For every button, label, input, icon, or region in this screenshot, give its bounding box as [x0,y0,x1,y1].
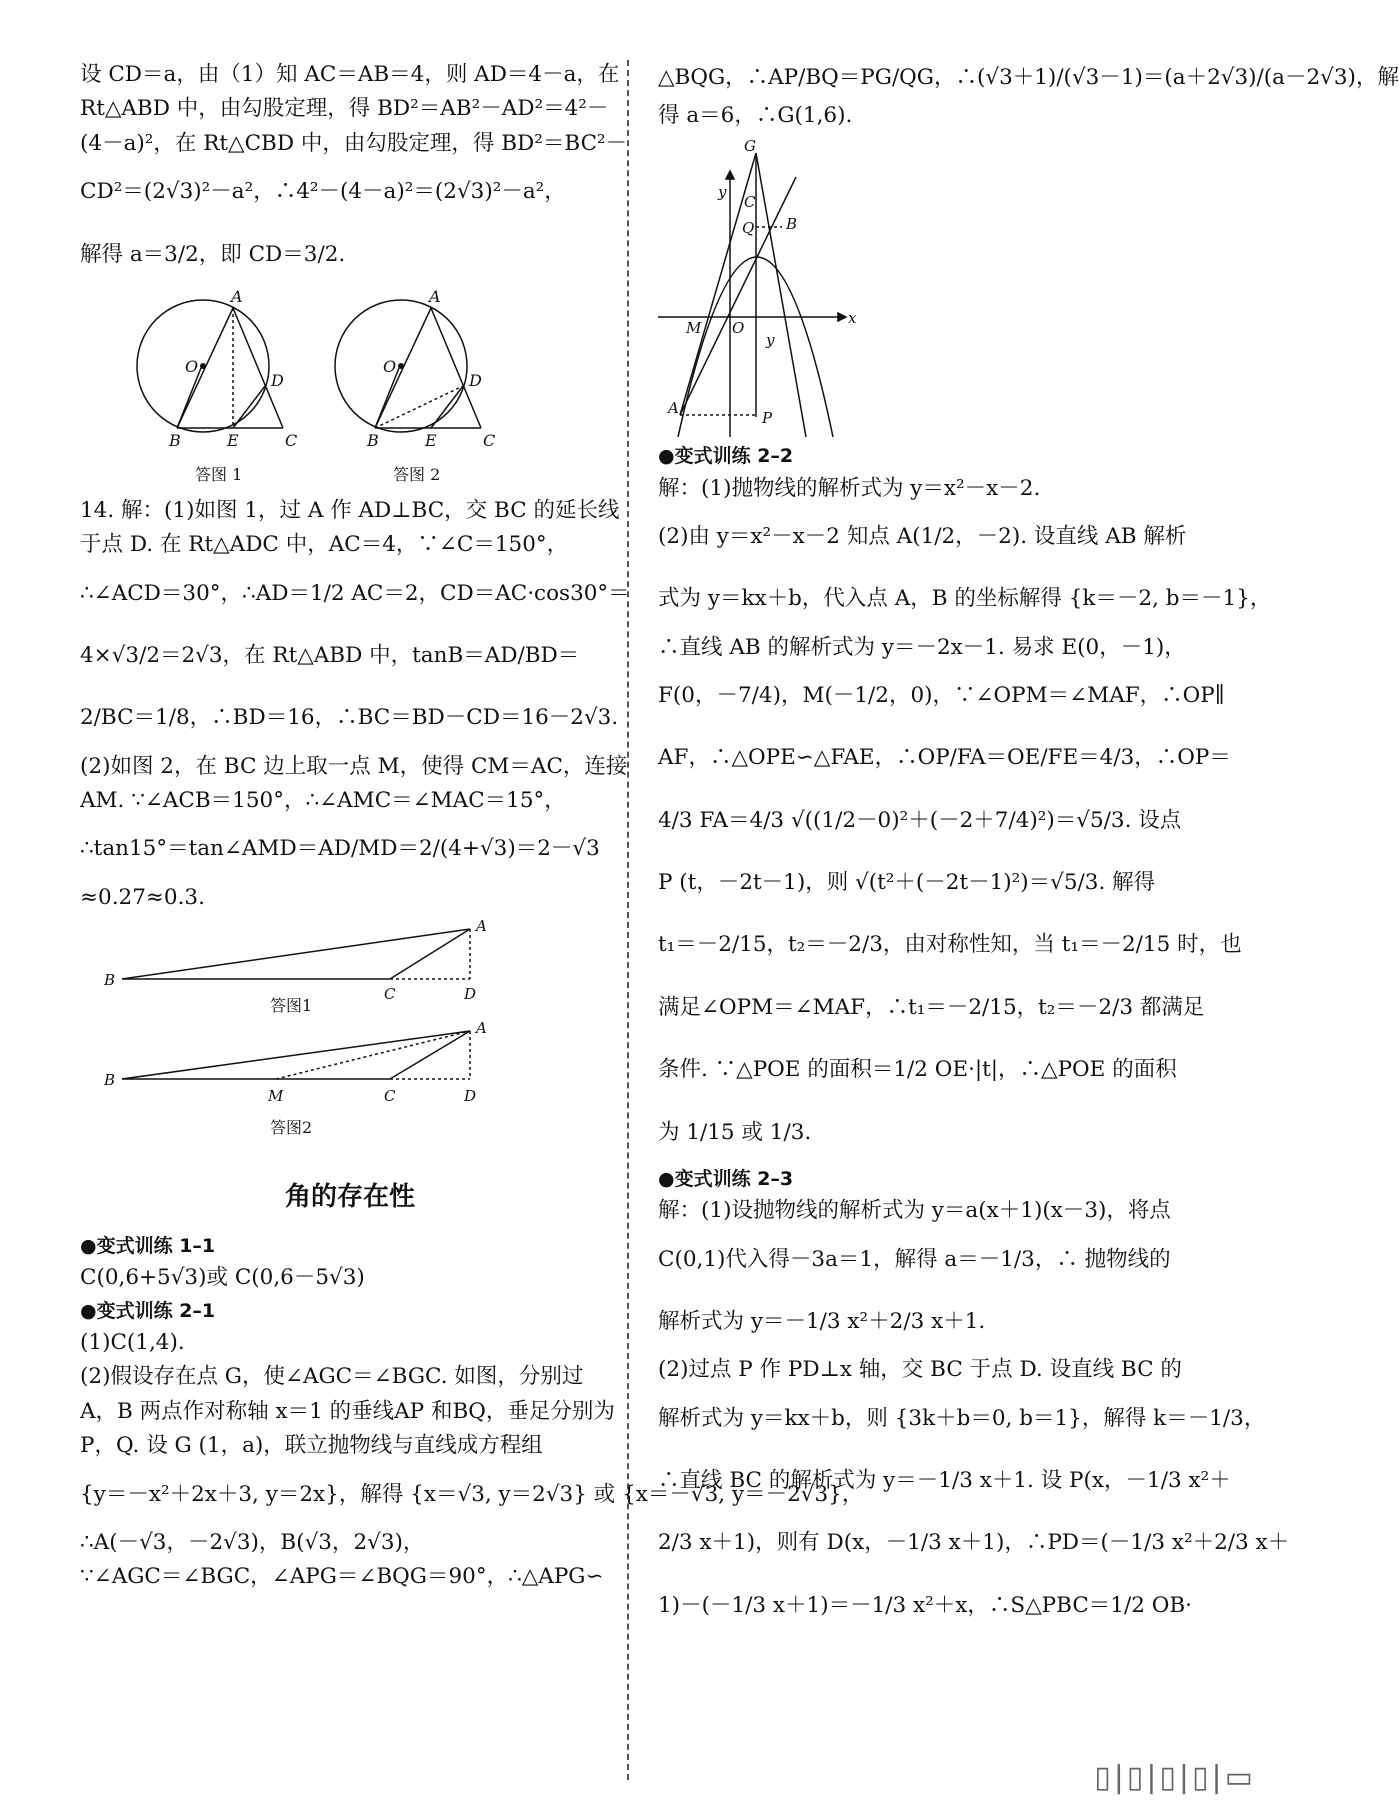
label-x: x [848,309,857,328]
figure-caption: 答图2 [270,1118,313,1138]
text-line: P，Q. 设 G (1，a)，联立抛物线与直线成方程组 [80,1433,543,1459]
text-line: 2/3 x＋1)，则有 D(x，－1/3 x＋1)，∴PD＝(－1/3 x²＋2/3 x＋ [658,1530,1290,1556]
label-D: D [271,370,284,390]
text-line: 解：(1)设抛物线的解析式为 y＝a(x＋1)(x－3)，将点 [658,1198,1171,1224]
label-C: C [384,985,396,1004]
text-line: 14. 解：(1)如图 1，过 A 作 AD⊥BC，交 BC 的延长线 [80,497,620,523]
solution-13-end [80,58,628,286]
exercise-title-1-1: ●变式训练 1–1 [80,1234,216,1257]
right-column [658,58,1399,1637]
circle-figure-1 [137,300,283,432]
label-G: G [744,137,756,156]
label-y-lower: y [766,331,775,350]
label-B: B [786,215,798,234]
exercise-2-3 [658,1194,1290,1637]
label-D: D [469,370,482,390]
label-M: M [686,319,702,338]
text-line: 满足∠OPM＝∠MAF，∴t₁＝－2/15，t₂＝－2/3 都满足 [658,994,1205,1020]
column-divider [627,60,629,1780]
text-line: (2)由 y＝x²－x－2 知点 A(1/2，－2). 设直线 AB 解析 [658,524,1187,550]
text-line: {y＝－x²＋2x＋3, y＝2x}，解得 {x＝√3, y＝2√3} 或 {x＝－√3, y＝－2√3}， [80,1481,864,1507]
text-line: (4－a)²，在 Rt△CBD 中，由勾股定理，得 BD²＝BC²－ [80,130,628,156]
figure-caption: 答图1 [270,996,313,1016]
text-line: P (t，－2t－1)，则 √(t²＋(－2t－1)²)＝√5/3. 解得 [658,870,1156,896]
text-line: 式为 y＝kx＋b，代入点 A，B 的坐标解得 {k＝－2, b＝－1}， [658,586,1272,612]
label-B: B [104,971,116,990]
text-line: 4×√3/2＝2√3，在 Rt△ABD 中，tanB＝AD/BD＝ [80,642,580,668]
label-A: A [429,286,441,306]
text-line: AM. ∵∠ACB＝150°，∴∠AMC＝∠MAC＝15°， [80,788,566,814]
text-line: C(0,1)代入得－3a＝1，解得 a＝－1/3，∴ 抛物线的 [658,1246,1171,1272]
text-line: (1)C(1,4). [80,1329,185,1355]
text-line: ∴A(－√3，－2√3)，B(√3，2√3)， [80,1529,425,1555]
text-line: Rt△ABD 中，由勾股定理，得 BD²＝AB²－AD²＝4²－ [80,96,609,122]
line-GB [756,153,806,437]
label-D: D [464,985,477,1004]
text-line: 4/3 FA＝4/3 √((1/2－0)²＋(－2＋7/4)²)＝√5/3. 设点 [658,807,1182,833]
text-line: ∴直线 AB 的解析式为 y＝－2x－1. 易求 E(0，－1)， [658,634,1186,660]
exercise-2-1 [80,1326,864,1595]
label-Q: Q [742,219,755,238]
text-line: 1)－(－1/3 x＋1)＝－1/3 x²＋x，∴S△PBC＝1/2 OB· [658,1592,1192,1618]
exercise-2-2 [658,472,1272,1164]
text-line: (2)假设存在点 G，使∠AGC＝∠BGC. 如图，分别过 [80,1364,584,1390]
label-O: O [732,319,745,338]
text-line: 为 1/15 或 1/3. [658,1119,812,1145]
text-line: ≈0.27≈0.3. [80,884,205,910]
label-E: E [227,430,239,450]
text-line: △BQG，∴AP/BQ＝PG/QG，∴(√3＋1)/(√3－1)＝(a＋2√3)/(a－2√3)，解 [658,65,1399,90]
text-line: F(0，－7/4)，M(－1/2，0)，∵∠OPM＝∠MAF，∴OP∥ [658,683,1225,709]
triangle-figure-2 [122,1031,470,1079]
text-line: C(0,6+5√3)或 C(0,6－5√3) [80,1265,365,1291]
label-C: C [285,430,298,450]
label-C: C [384,1087,396,1106]
label-C: C [483,430,496,450]
text-line: (2)如图 2，在 BC 边上取一点 M，使得 CM＝AC，连接 [80,753,628,779]
label-A: A [476,917,487,936]
figure-caption: 答图 1 [195,464,243,484]
text-line: 条件. ∵△POE 的面积＝1/2 OE·|t|，∴△POE 的面积 [658,1057,1177,1083]
label-O: O [185,356,199,376]
label-B: B [367,430,379,450]
circle-figure-2 [335,300,481,432]
label-y: y [718,183,727,202]
label-C: C [744,193,756,212]
label-D: D [464,1087,477,1106]
parabola-graph [658,137,858,437]
exercise-title-2-3: ●变式训练 2–3 [658,1167,794,1190]
text-line: 解析式为 y＝－1/3 x²＋2/3 x＋1. [658,1308,986,1334]
watermark-glyphs: ▯|▯|▯|▯|▭ [1094,1760,1256,1795]
text-line: 2/BC＝1/8，∴BD＝16，∴BC＝BD－CD＝16－2√3. [80,705,619,731]
text-line: ∴∠ACD＝30°，∴AD＝1/2 AC＝2，CD＝AC·cos30°＝ [80,580,630,606]
label-E: E [425,430,437,450]
text-line: AF，∴△OPE∽△FAE，∴OP/FA＝OE/FE＝4/3，∴OP＝ [658,745,1231,771]
label-A: A [476,1019,487,1038]
label-B: B [169,430,181,450]
label-O: O [383,356,397,376]
label-A: A [231,286,243,306]
text-line: ∴直线 BC 的解析式为 y＝－1/3 x＋1. 设 P(x，－1/3 x²＋ [658,1468,1231,1494]
text-line: 解析式为 y＝kx＋b，则 {3k＋b＝0, b＝1}，解得 k＝－1/3， [658,1405,1266,1431]
figure-caption: 答图 2 [393,464,441,484]
exercise-title-2-1: ●变式训练 2–1 [80,1299,216,1322]
exercise-title-2-2: ●变式训练 2–2 [658,445,794,468]
section-heading: 角的存在性 [284,1182,415,1213]
triangle-figures [100,919,560,1149]
text-line: t₁＝－2/15，t₂＝－2/3，由对称性知，当 t₁＝－2/15 时，也 [658,932,1242,958]
label-A: A [668,399,679,418]
text-line: 设 CD＝a，由（1）知 AC＝AB＝4，则 AD＝4－a，在 [80,62,620,87]
label-P: P [762,409,773,428]
text-line: CD²＝(2√3)²－a²，∴4²－(4－a)²＝(2√3)²－a²， [80,179,566,205]
text-line: A，B 两点作对称轴 x＝1 的垂线AP 和BQ，垂足分别为 [80,1398,615,1424]
text-line: 解：(1)抛物线的解析式为 y＝x²－x－2. [658,475,1041,501]
text-line: 于点 D. 在 Rt△ADC 中，AC＝4，∵∠C＝150°， [80,532,569,558]
text-line: 得 a＝6，∴G(1,6). [658,102,853,128]
label-M: M [268,1087,284,1106]
text-line: ∴tan15°＝tan∠AMD＝AD/MD＝2/(4+√3)＝2－√3 [80,836,600,862]
text-line: 解得 a＝3/2，即 CD＝3/2. [80,241,346,267]
circle-figures [135,286,535,490]
text-line: ∵∠AGC＝∠BGC，∠APG＝∠BQG＝90°，∴△APG∽ [80,1564,604,1590]
text-line: (2)过点 P 作 PD⊥x 轴，交 BC 于点 D. 设直线 BC 的 [658,1357,1182,1383]
label-B: B [104,1071,116,1090]
solution-14 [80,494,630,915]
triangle-figure-1 [122,929,470,979]
